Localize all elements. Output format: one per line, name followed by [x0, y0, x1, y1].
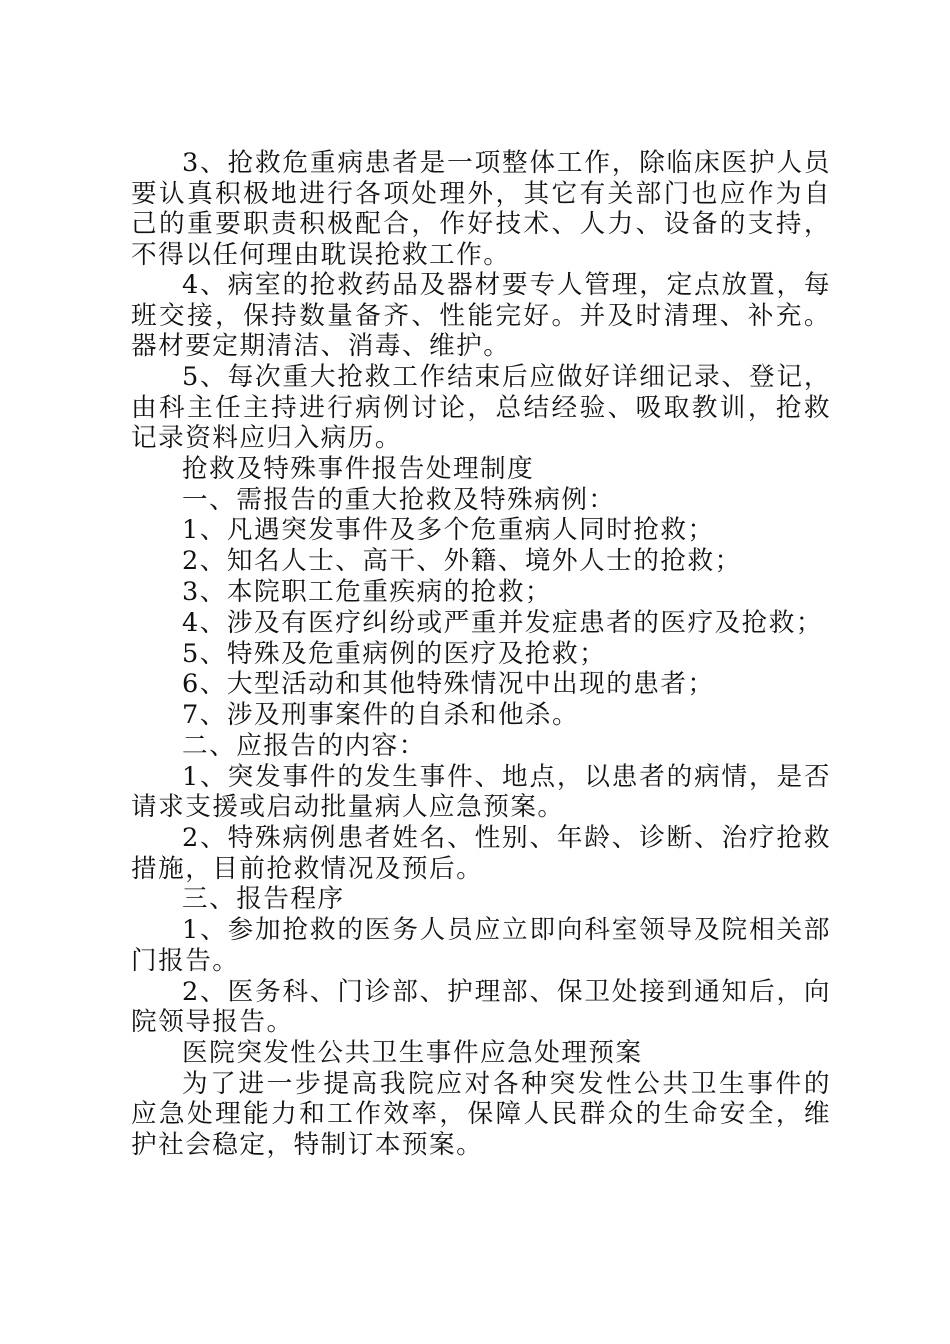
list-item: 2、特殊病例患者姓名、性别、年龄、诊断、治疗抢救措施，目前抢救情况及预后。 — [131, 823, 831, 884]
paragraph-item-4: 4、病室的抢救药品及器材要专人管理，定点放置，每班交接，保持数量备齐、性能完好。并及时清理、补充。器材要定期清洁、消毒、维护。 — [131, 270, 831, 362]
list-item: 4、涉及有医疗纠纷或严重并发症患者的医疗及抢救； — [182, 607, 823, 638]
paragraph-item-5: 5、每次重大抢救工作结束后应做好详细记录、登记，由科主任主持进行病例讨论，总结经验、吸取教训，抢救记录资料应归入病历。 — [131, 362, 831, 454]
list-item: 7、涉及刑事案件的自杀和他杀。 — [182, 700, 580, 731]
section-heading-emergency-plan: 医院突发性公共卫生事件应急处理预案 — [182, 1037, 643, 1068]
subheading-cases-to-report: 一、需报告的重大抢救及特殊病例： — [182, 484, 616, 515]
list-item: 6、大型活动和其他特殊情况中出现的患者； — [182, 669, 715, 700]
section-heading-report-system: 抢救及特殊事件报告处理制度 — [182, 453, 535, 484]
paragraph-plan-intro: 为了进一步提高我院应对各种突发性公共卫生事件的应急处理能力和工作效率，保障人民群众的生命安全，维护社会稳定，特制订本预案。 — [131, 1068, 831, 1160]
paragraph-item-3: 3、抢救危重病患者是一项整体工作，除临床医护人员要认真积极地进行各项处理外，其它有关部门也应作为自己的重要职责积极配合，作好技术、人力、设备的支持，不得以任何理由耽误抢救工作。 — [131, 148, 831, 270]
list-item: 1、突发事件的发生事件、地点，以患者的病情，是否请求支援或启动批量病人应急预案。 — [131, 761, 831, 823]
list-item: 2、知名人士、高干、外籍、境外人士的抢救； — [182, 546, 742, 577]
subheading-report-procedure: 三、报告程序 — [182, 884, 345, 915]
list-item: 1、凡遇突发事件及多个危重病人同时抢救； — [182, 515, 715, 546]
list-item: 1、参加抢救的医务人员应立即向科室领导及院相关部门报告。 — [131, 915, 831, 976]
list-item: 2、医务科、门诊部、护理部、保卫处接到通知后，向院领导报告。 — [131, 976, 831, 1038]
subheading-report-content: 二、应报告的内容： — [182, 731, 426, 762]
list-item: 3、本院职工危重疾病的抢救； — [182, 577, 553, 608]
list-item: 5、特殊及危重病例的医疗及抢救； — [182, 638, 607, 669]
document-body — [131, 148, 831, 1160]
